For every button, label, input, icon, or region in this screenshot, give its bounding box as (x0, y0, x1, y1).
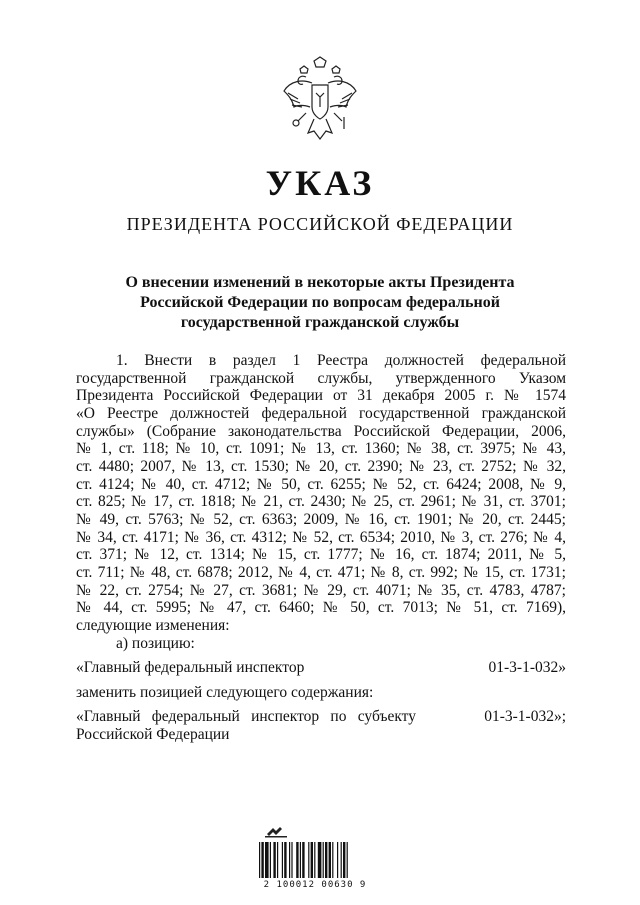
subitem-a: а) позицию: (116, 634, 195, 652)
barcode-bar (332, 842, 333, 878)
text-line: № 49, ст. 5763; № 52, ст. 6363; 2009, № 16, ст. 1901; № 20, ст. 2445; (76, 510, 566, 528)
barcode-bar (265, 842, 269, 878)
barcode-bar (284, 842, 286, 878)
position-new-name-cont: Российской Федерации (76, 726, 230, 744)
barcode-bar (337, 842, 338, 878)
barcode-bar (347, 842, 348, 878)
text-line: № 1, ст. 118; № 10, ст. 1091; № 13, ст. 1360; № 38, ст. 3975; № 43, (76, 440, 566, 458)
barcode-bar (259, 842, 260, 878)
barcode-bar (308, 842, 309, 878)
position-new-code: 01-3-1-032»; (484, 708, 566, 726)
paragraph-1 (76, 352, 566, 635)
barcode-bar (277, 842, 278, 878)
text-line: следующие изменения: (76, 616, 230, 634)
coat-of-arms-emblem (280, 55, 360, 151)
heading-line: О внесении изменений в некоторые акты Президента (125, 274, 515, 291)
text-line: Президента Российской Федерации от 31 декабря 2005 г. № 1574 (76, 387, 566, 405)
text-line: № 22, ст. 2754; № 27, ст. 3681; № 29, ст. 4071; № 35, ст. 4783, 4787; (76, 581, 566, 599)
barcode-logo-icon (265, 827, 287, 838)
barcode-bar (341, 842, 342, 878)
barcode-bar (318, 842, 322, 878)
text-line: ст. 825; № 17, ст. 1818; № 21, ст. 2430; № 25, ст. 2961; № 31, ст. 3701; (76, 493, 566, 511)
barcode-bar (300, 842, 301, 878)
text-line: 1. Внести в раздел 1 Реестра должностей федеральной (116, 352, 566, 369)
heading-line: государственной гражданской службы (180, 314, 460, 331)
barcode-bar (270, 842, 271, 878)
barcode-bar (314, 842, 315, 878)
barcode-bar (291, 842, 292, 878)
heading-line: Российской Федерации по вопросам федеральной (140, 294, 500, 311)
decree-heading (100, 273, 540, 333)
barcode-bar (343, 842, 345, 878)
barcode-bar (302, 842, 304, 878)
position-new (76, 708, 566, 726)
decree-body (76, 352, 566, 744)
text-line: государственной гражданской службы, утвержденного Указом (76, 369, 566, 387)
barcode-bar (289, 842, 290, 878)
barcode-bar (329, 842, 331, 878)
position-old-code: 01-3-1-032» (488, 659, 566, 677)
text-line: ст. 371; № 12, ст. 1314; № 15, ст. 1777; № 16, ст. 1874; 2011, № 5, (76, 546, 566, 564)
text-line: ст. 711; № 48, ст. 6878; 2012, № 4, ст. 471; № 8, ст. 992; № 15, ст. 1731; (76, 563, 566, 581)
text-line: ст. 4124; № 40, ст. 4712; № 50, ст. 6255; № 52, ст. 6424; 2008, № 9, (76, 475, 566, 493)
barcode-bar (311, 842, 313, 878)
barcode-bar (282, 842, 283, 878)
document-title: УКАЗ (265, 163, 375, 203)
barcode-number: 2 100012 00630 9 (263, 880, 367, 890)
text-line: «О Реестре должностей федеральной государственной гражданской (76, 404, 566, 422)
position-old (76, 659, 566, 677)
barcode-bar (296, 842, 298, 878)
position-old-name: «Главный федеральный инспектор (76, 659, 305, 677)
replace-instruction: заменить позицией следующего содержания: (76, 683, 374, 701)
barcode-bar (325, 842, 327, 878)
text-line: ст. 4480; 2007, № 13, ст. 1530; № 20, ст. 2390; № 23, ст. 2752; № 32, (76, 457, 566, 475)
position-new-name: «Главный федеральный инспектор по субъекту (76, 708, 416, 726)
text-line: службы» (Собрание законодательства Российской Федерации, 2006, (76, 422, 566, 440)
text-line: № 44, ст. 5995; № 47, ст. 6460; № 50, ст. 7013; № 51, ст. 7169), (76, 599, 566, 617)
barcode-bar (323, 842, 324, 878)
document-subtitle: ПРЕЗИДЕНТА РОССИЙСКОЙ ФЕДЕРАЦИИ (126, 214, 514, 234)
barcode-bar (261, 842, 263, 878)
barcode-bar (273, 842, 275, 878)
text-line: № 34, ст. 4171; № 36, ст. 4312; № 52, ст. 6534; 2010, № 3, ст. 276; № 4, (76, 528, 566, 546)
